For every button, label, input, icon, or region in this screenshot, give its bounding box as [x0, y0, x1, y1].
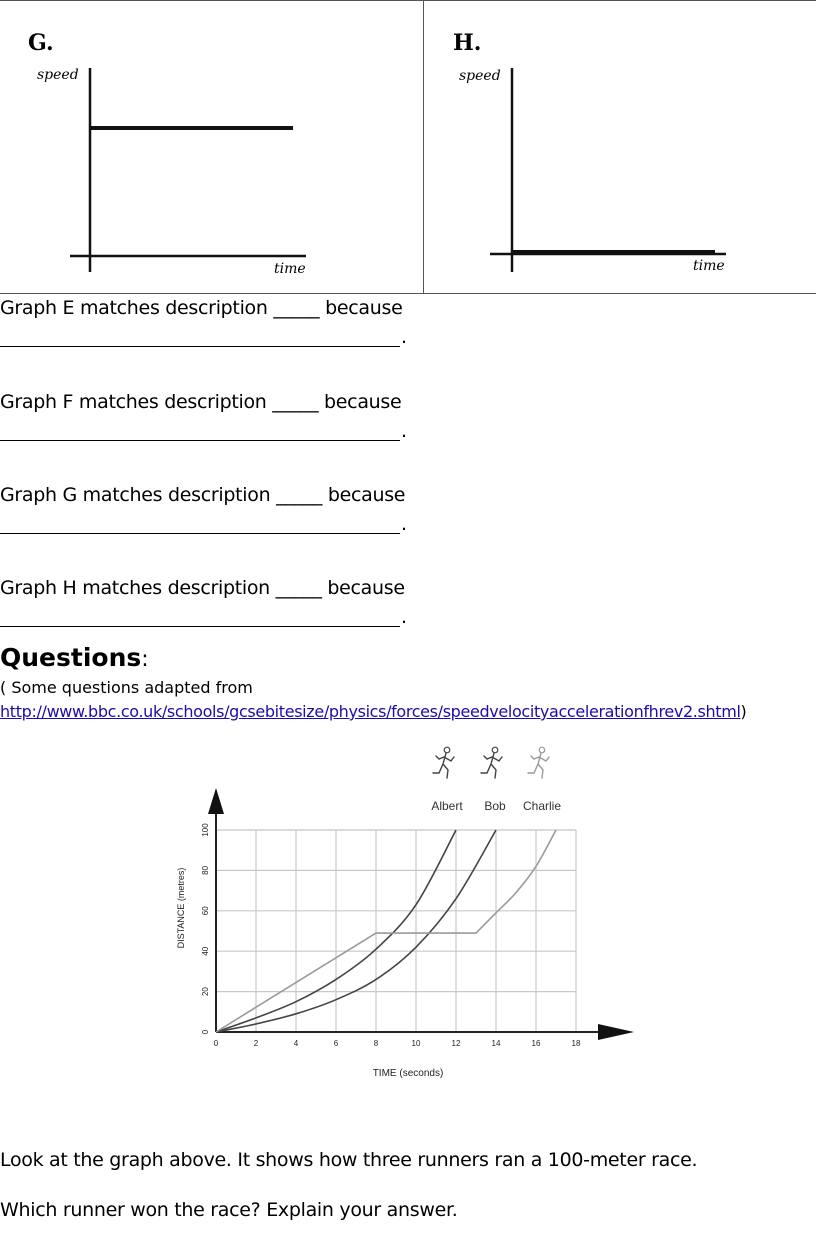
questions-heading-row	[0, 643, 149, 672]
questions-colon: :	[141, 647, 149, 672]
runner-charlie-icon	[528, 747, 549, 778]
speed-time-graphs	[0, 0, 816, 294]
x-tick-label: 8	[373, 1039, 379, 1048]
chart-ylabel: DISTANCE (metres)	[176, 867, 186, 949]
graph-g-label: G.	[28, 30, 54, 56]
answer-end-f: .	[401, 420, 408, 442]
series-line-bob	[216, 830, 496, 1032]
x-axis-arrow	[598, 1024, 634, 1040]
y-tick-label: 100	[201, 823, 210, 837]
y-axis-arrow	[208, 788, 224, 814]
chart-legend	[431, 747, 561, 813]
x-tick-label: 4	[293, 1039, 299, 1048]
x-tick-label: 10	[411, 1039, 421, 1048]
match-line-f: Graph F matches description _____ because	[0, 391, 402, 413]
graph-h-y-label: speed	[459, 68, 501, 84]
runner-figure	[433, 747, 454, 778]
answer-rule-h	[0, 626, 400, 627]
answer-rule-f	[0, 440, 400, 441]
legend-label-albert: Albert	[431, 799, 463, 813]
x-tick-label: 6	[333, 1039, 339, 1048]
x-tick-label: 14	[491, 1039, 501, 1048]
source-link-row	[0, 702, 747, 721]
chart-axes	[208, 788, 634, 1040]
y-tick-label: 80	[201, 865, 210, 875]
y-tick-label: 20	[201, 987, 210, 997]
graph-g-y-label: speed	[37, 67, 79, 83]
answer-end-g: .	[401, 513, 408, 535]
graph-g-x-label: time	[274, 261, 306, 277]
runner-figure	[528, 747, 549, 778]
chart-grid	[216, 830, 576, 1032]
source-link[interactable]: http://www.bbc.co.uk/schools/gcsebitesize/physics/forces/speedvelocityaccelerationfhrev2.shtml	[0, 702, 741, 721]
answer-rule-e	[0, 346, 400, 347]
x-tick-label: 2	[253, 1039, 259, 1048]
x-tick-label: 12	[451, 1039, 461, 1048]
runner-figure	[481, 747, 502, 778]
y-tick-label: 0	[201, 1029, 210, 1035]
answer-end-h: .	[401, 606, 408, 628]
chart-series	[216, 830, 556, 1032]
chart-xlabel: TIME (seconds)	[372, 1068, 444, 1079]
runner-bob-icon	[481, 747, 502, 778]
match-line-e: Graph E matches description _____ because	[0, 297, 403, 319]
adapted-from-text: ( Some questions adapted from	[0, 678, 253, 697]
legend-label-bob: Bob	[484, 799, 506, 813]
legend-label-charlie: Charlie	[522, 799, 562, 813]
prompt-which-runner-won: Which runner won the race? Explain your answer.	[0, 1199, 458, 1221]
source-link-close: )	[740, 702, 747, 721]
match-line-h: Graph H matches description _____ because	[0, 577, 405, 599]
answer-end-e: .	[401, 326, 408, 348]
x-tick-label: 18	[571, 1039, 581, 1048]
y-tick-label: 40	[201, 946, 210, 956]
answer-rule-g	[0, 533, 400, 534]
graph-h-x-label: time	[693, 258, 725, 274]
prompt-graph-description: Look at the graph above. It shows how three runners ran a 100-meter race.	[0, 1149, 698, 1171]
x-tick-label: 16	[531, 1039, 541, 1048]
x-tick-label: 0	[213, 1039, 219, 1048]
match-line-g: Graph G matches description _____ because	[0, 484, 406, 506]
graph-h-label: H.	[453, 30, 482, 56]
y-tick-label: 60	[201, 906, 210, 916]
race-chart	[160, 740, 650, 1090]
questions-heading: Questions	[0, 643, 142, 672]
runner-albert-icon	[433, 747, 454, 778]
series-line-charlie	[216, 830, 556, 1032]
